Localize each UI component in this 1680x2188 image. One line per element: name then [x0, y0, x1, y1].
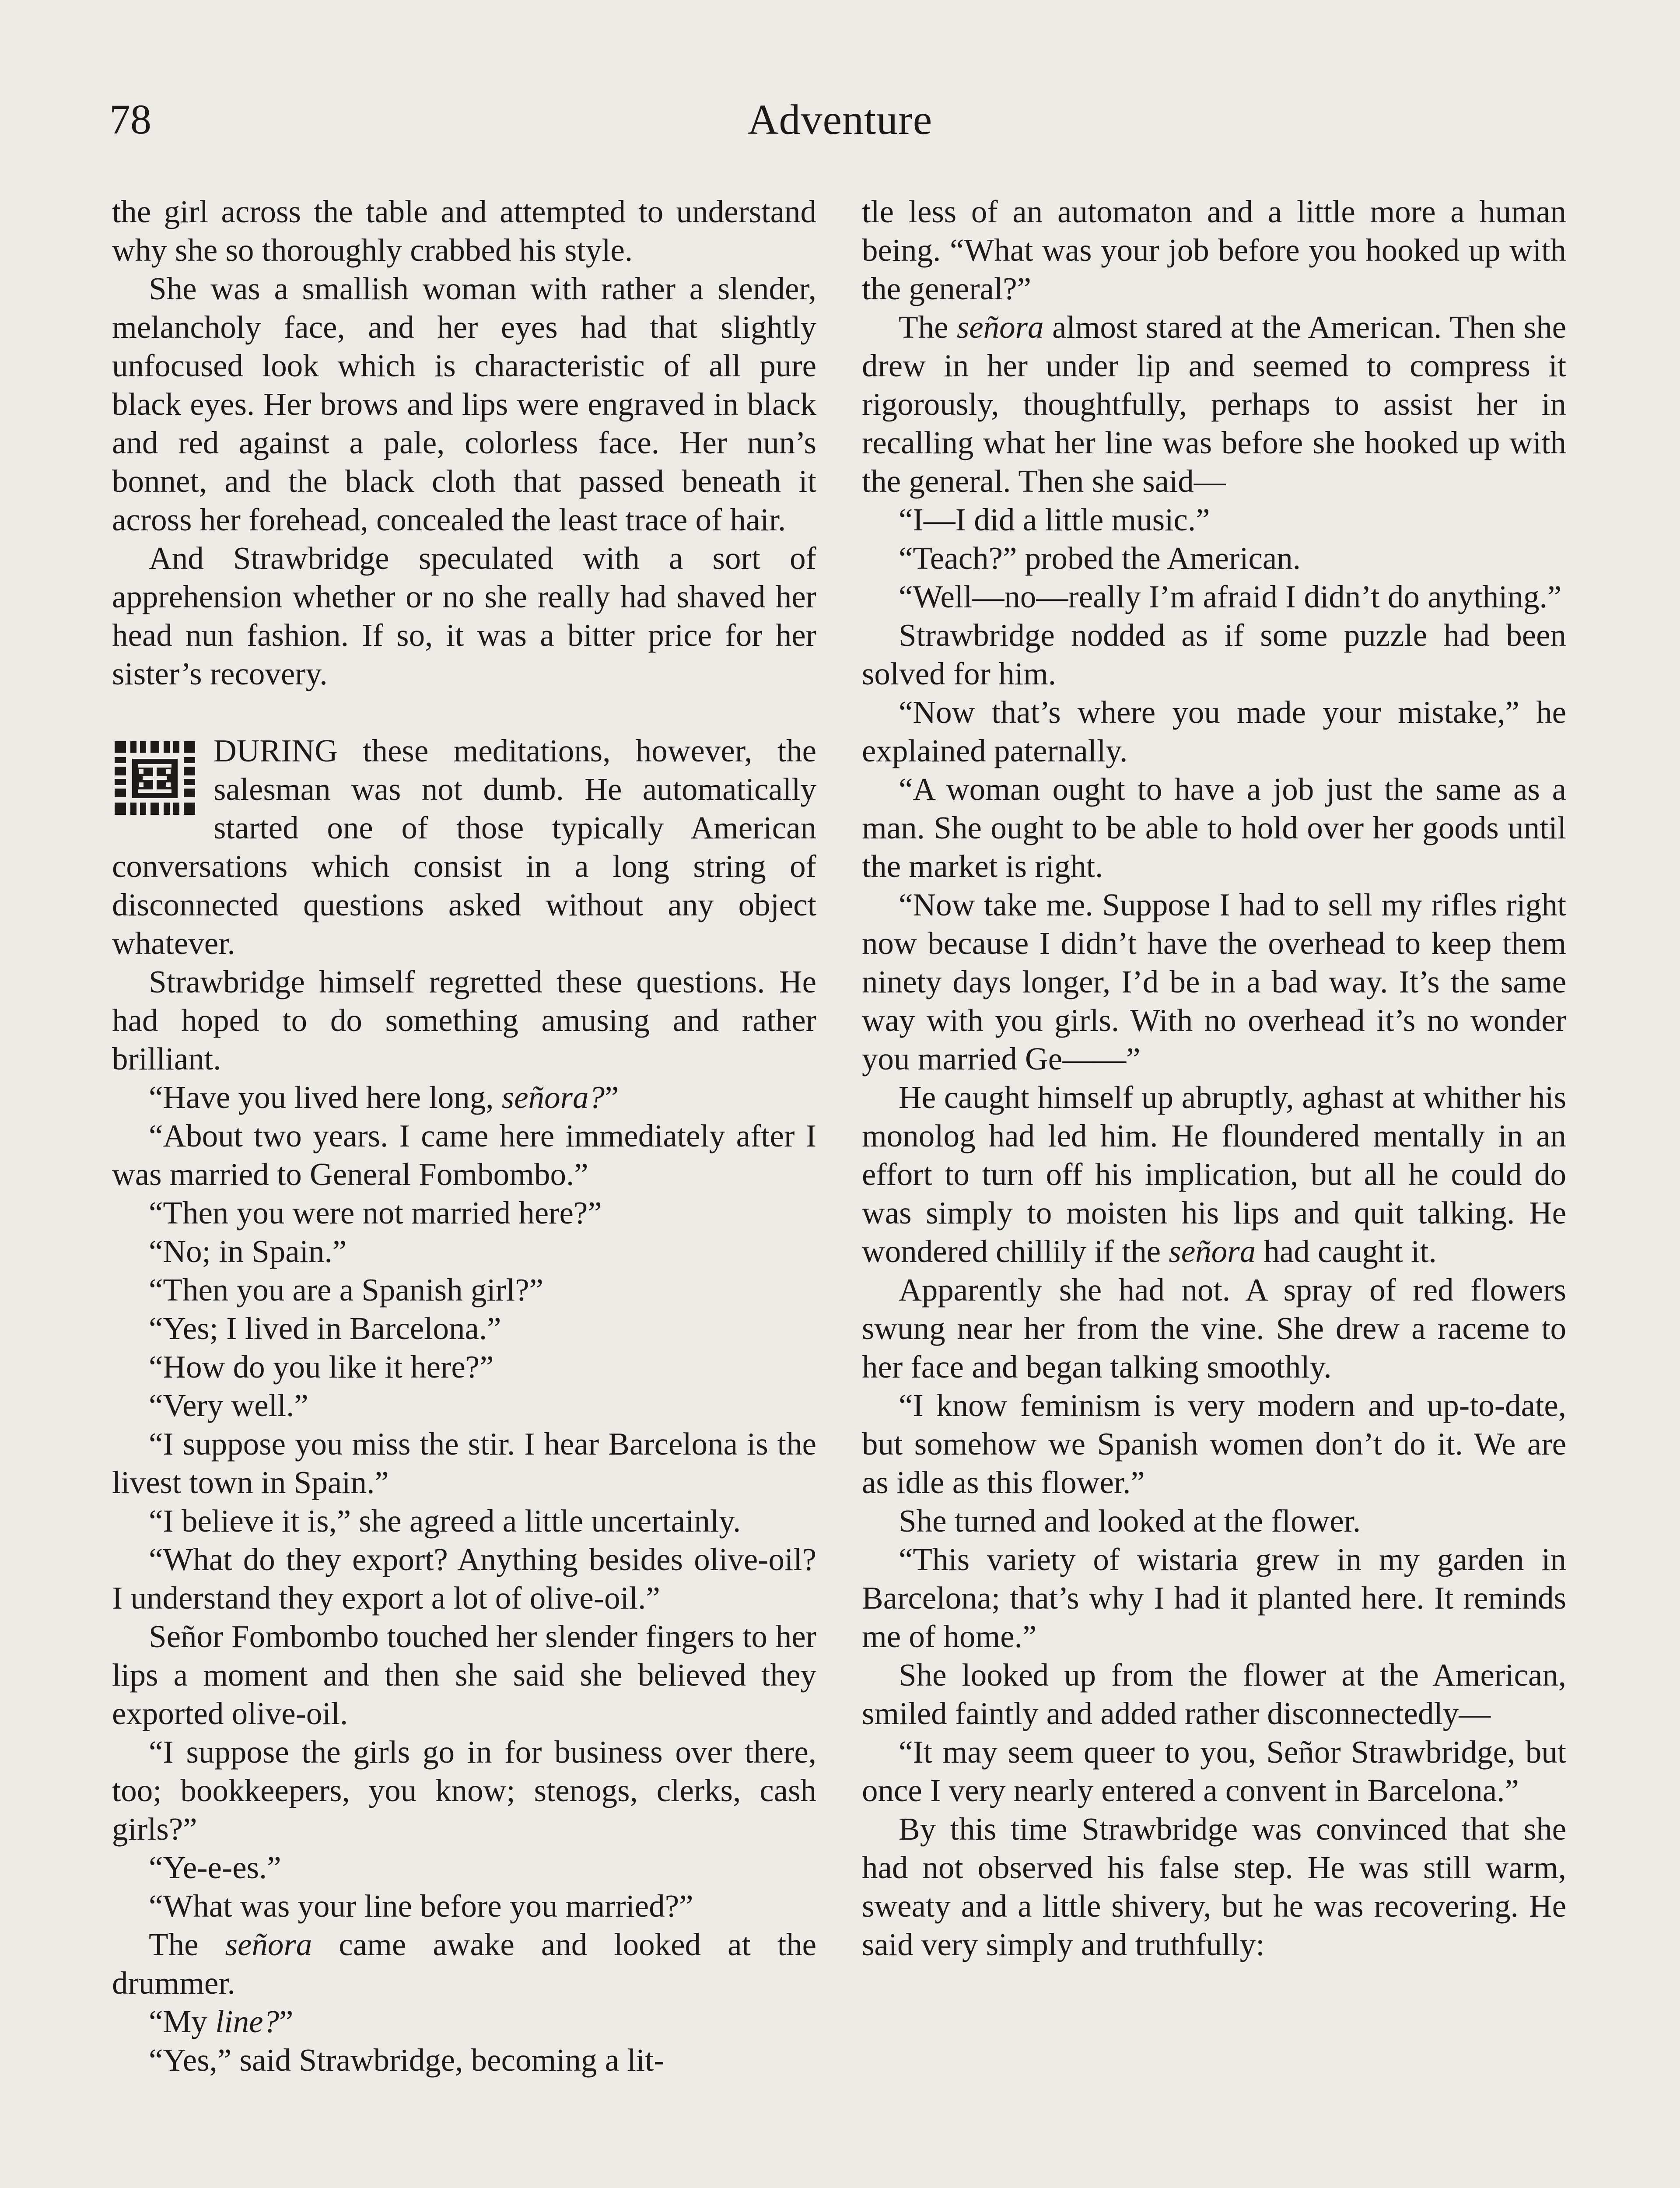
paragraph: “Teach?” probed the American.	[899, 540, 1301, 576]
paragraph: the girl across the table and attempted to understand why she so thoroughly crabbed his style.	[112, 194, 816, 268]
paragraph: “I know feminism is very modern and up-to-date, but somehow we Spanish women don’t do it. We are as idle as this flower.”	[862, 1388, 1566, 1500]
paragraph: “Now that’s where you made your mistake,” he explained paternally.	[862, 694, 1566, 768]
paragraph: She looked up from the flower at the American, smiled faintly and added rather disconnectedly—	[862, 1657, 1566, 1731]
paragraph: And Strawbridge speculated with a sort of apprehension whether or no she really had shaved her head nun fashion. If so, it was a bitter price for her sister’s recovery.	[112, 540, 816, 691]
paragraph: “How do you like it here?”	[149, 1349, 494, 1385]
paragraph: “I believe it is,” she agreed a little uncertainly.	[149, 1503, 741, 1539]
paragraph: Strawbridge nodded as if some puzzle had been solved for him.	[862, 617, 1566, 691]
paragraph: He caught himself up abruptly, aghast at whither his monolog had led him. He floundered mentally in an effort to turn off his implication, but all he could do was simply to moisten his lips and quit talking. He wondered chillily if the señora had caught it.	[862, 1080, 1566, 1269]
paragraph: “Have you lived here long, señora?”	[149, 1080, 619, 1115]
paragraph: “Then you are a Spanish girl?”	[149, 1272, 544, 1308]
paragraph: The señora came awake and looked at the drummer.	[112, 1927, 816, 2001]
page-number: 78	[109, 96, 151, 143]
paragraph: “A woman ought to have a job just the same as a man. She ought to be able to hold over her goods until the market is right.	[862, 771, 1566, 884]
paragraph: “Yes; I lived in Barcelona.”	[149, 1311, 501, 1346]
paragraph: “I—I did a little music.”	[899, 502, 1210, 537]
paragraph: “I suppose you miss the stir. I hear Barcelona is the livest town in Spain.”	[112, 1426, 816, 1500]
paragraph: Strawbridge himself regretted these questions. He had hoped to do something amusing and rather brilliant.	[112, 964, 816, 1076]
section-ornament-icon	[112, 739, 198, 817]
paragraph: “This variety of wistaria grew in my garden in Barcelona; that’s why I had it planted here. It reminds me of home.”	[862, 1542, 1566, 1654]
left-column	[112, 193, 816, 2079]
paragraph: “No; in Spain.”	[149, 1234, 347, 1269]
paragraph: “Then you were not married here?”	[149, 1195, 602, 1231]
paragraph: She was a smallish woman with rather a slender, melancholy face, and her eyes had that slightly unfocused look which is characteristic of all pure black eyes. Her brows and lips were engraved in black and red against a pale, colorless face. Her nun’s bonnet, and the black cloth that passed beneath it across her forehead, concealed the least trace of hair.	[112, 271, 816, 537]
paragraph: Apparently she had not. A spray of red flowers swung near her from the vine. She drew a raceme to her face and began talking smoothly.	[862, 1272, 1566, 1385]
paragraph: “What do they export? Anything besides olive-oil? I understand they export a lot of olive-oil.”	[112, 1542, 816, 1616]
section-opening-paragraph	[112, 732, 816, 963]
paragraph: “Well—no—really I’m afraid I didn’t do anything.”	[899, 579, 1562, 614]
paragraph: “My line?”	[149, 2004, 294, 2039]
right-column	[862, 193, 1566, 1964]
paragraph: “Now take me. Suppose I had to sell my rifles right now because I didn’t have the overhead to keep them ninety days longer, I’d be in a bad way. It’s the same way with you girls. With no overhead it’s no wonder you married Ge——”	[862, 887, 1566, 1076]
paragraph: By this time Strawbridge was convinced that she had not observed his false step. He was still warm, sweaty and a little shivery, but he was recovering. He said very simply and truthfully:	[862, 1811, 1566, 1962]
paragraph: The señora almost stared at the American. Then she drew in her under lip and seemed to compress it rigorously, thoughtfully, perhaps to assist her in recalling what her line was before she hooked up with the general. Then she said—	[862, 309, 1566, 499]
running-head: Adventure	[747, 96, 933, 144]
paragraph: “Very well.”	[149, 1388, 308, 1423]
paragraph: “What was your line before you married?”	[149, 1888, 693, 1924]
paragraph: “About two years. I came here immediately after I was married to General Fombombo.”	[112, 1118, 816, 1192]
paragraph: Señor Fombombo touched her slender fingers to her lips a moment and then she said she believed they exported olive-oil.	[112, 1619, 816, 1731]
paragraph: “I suppose the girls go in for business over there, too; bookkeepers, you know; stenogs, clerks, cash girls?”	[112, 1734, 816, 1847]
paragraph: “It may seem queer to you, Señor Strawbridge, but once I very nearly entered a convent in Barcelona.”	[862, 1734, 1566, 1808]
paragraph: tle less of an automaton and a little more a human being. “What was your job before you hooked up with the general?”	[862, 194, 1566, 306]
paragraph: “Yes,” said Strawbridge, becoming a lit-	[149, 2042, 665, 2078]
section-opening-text: DURING these meditations, however, the salesman was not dumb. He automatically started one of those typically American conversations which consist in a long string of disconnected questions asked without any object whatever.	[112, 733, 816, 961]
paragraph: She turned and looked at the flower.	[899, 1503, 1361, 1539]
paragraph: “Ye-e-es.”	[149, 1850, 281, 1885]
